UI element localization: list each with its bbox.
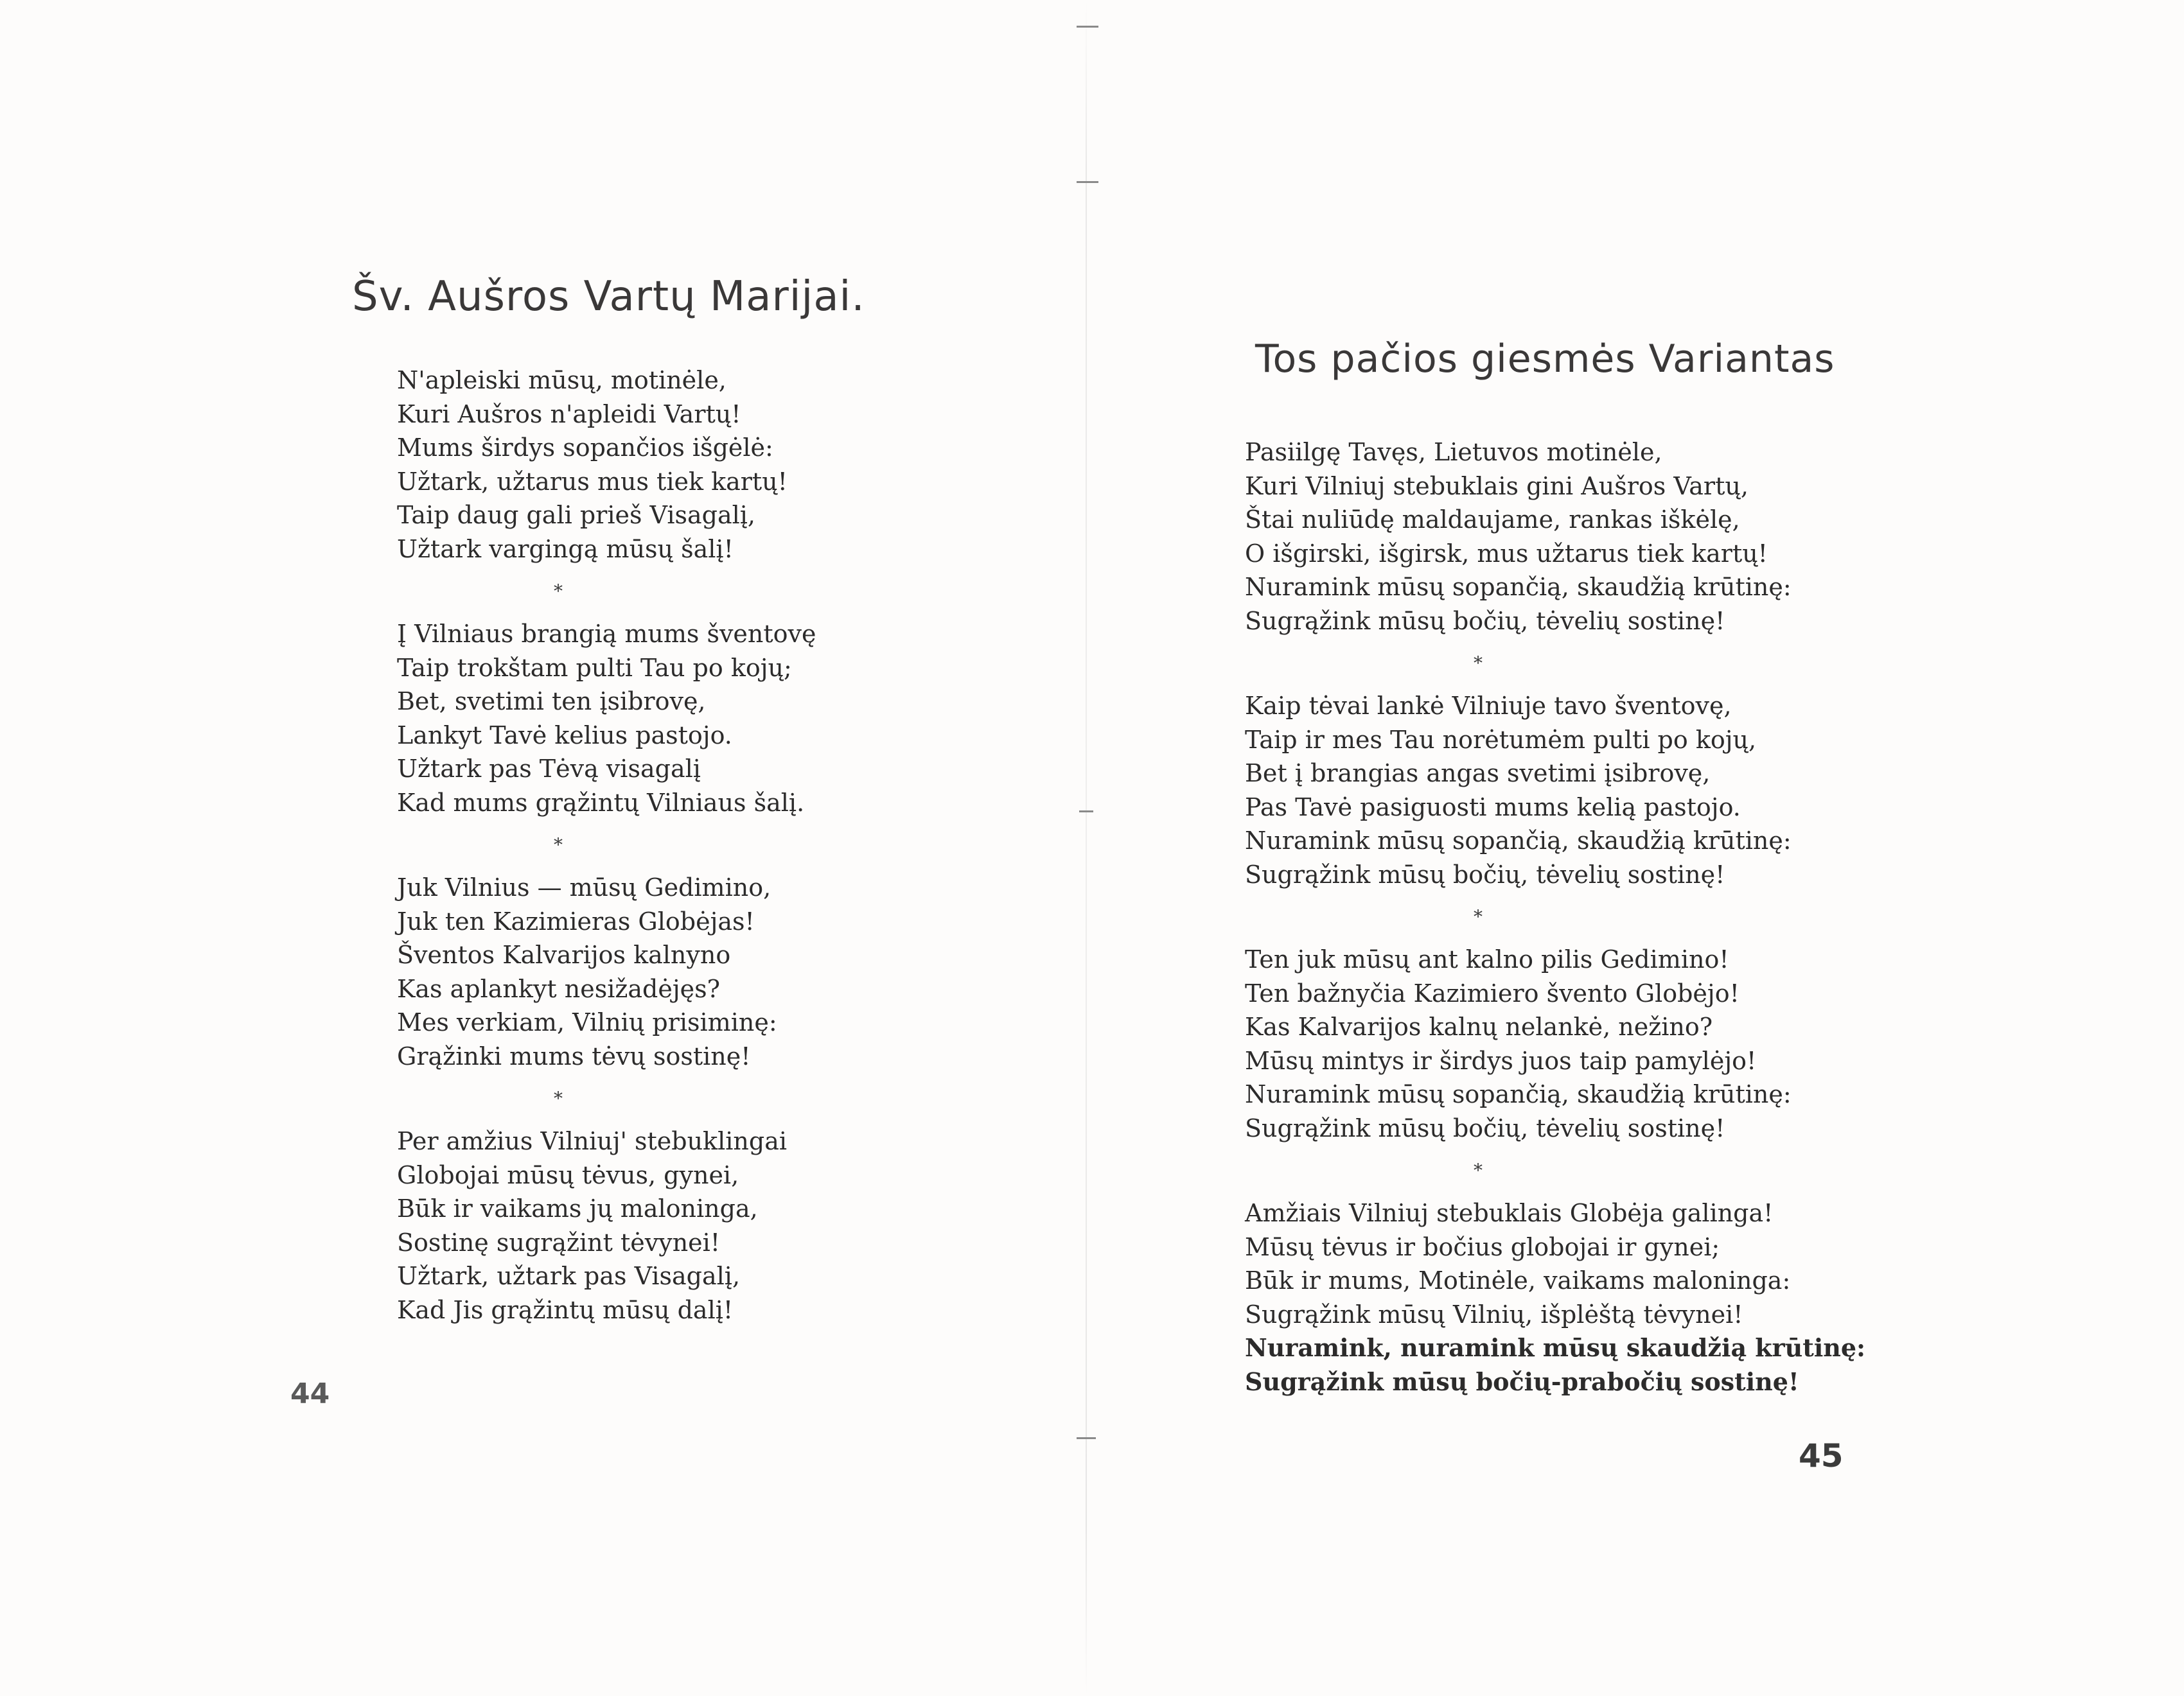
verse-line: Kuri Aušros n'apleidi Vartų!	[397, 399, 741, 428]
verse-line: Per amžius Vilniuj' stebuklingai	[397, 1127, 787, 1155]
verse-line: Nuramink mūsų sopančią, skaudžią krūtinę:	[1245, 826, 1792, 855]
right-stanza-3	[1245, 943, 1810, 1145]
verse-line: Užtark, užtark pas Visagalį,	[397, 1262, 741, 1290]
verse-line: Sugrąžink mūsų bočių, tėvelių sostinę!	[1245, 860, 1725, 889]
right-stanza-4	[1245, 1196, 1866, 1399]
verse-line: Užtark vargingą mūsų šalį!	[397, 534, 734, 563]
verse-line: Sostinę sugrąžint tėvynei!	[397, 1228, 721, 1257]
stanza-divider: *	[1474, 1160, 1483, 1181]
verse-line: Sugrąžink mūsų bočių-prabočių sostinę!	[1245, 1367, 1799, 1396]
verse-line: Mūsų tėvus ir bočius globojai ir gynei;	[1245, 1232, 1720, 1261]
right-stanza-1	[1245, 435, 1810, 638]
verse-line: Nuramink mūsų sopančią, skaudžią krūtinę:	[1245, 573, 1792, 601]
right-stanza-2	[1245, 689, 1810, 891]
verse-line: Šventos Kalvarijos kalnyno	[397, 941, 731, 969]
stanza-divider: *	[554, 1088, 563, 1109]
verse-line: Amžiais Vilniuj stebuklais Globėja galinga!	[1245, 1199, 1774, 1227]
verse-line: Kuri Vilniuj stebuklais gini Aušros Vartų,	[1245, 471, 1748, 500]
verse-line: Kas Kalvarijos kalnų nelankė, nežino?	[1245, 1013, 1713, 1041]
right-poem	[1245, 435, 1866, 1399]
verse-line: Juk Vilnius — mūsų Gedimino,	[397, 873, 771, 902]
verse-line: Mes verkiam, Vilnių prisiminę:	[397, 1008, 777, 1036]
verse-line: Globojai mūsų tėvus, gynei,	[397, 1160, 739, 1189]
verse-line: Sugrąžink mūsų bočių, tėvelių sostinę!	[1245, 1114, 1725, 1142]
stanza-divider: *	[554, 834, 563, 855]
verse-line: Bet, svetimi ten įsibrovę,	[397, 687, 706, 715]
left-page-number: 44	[290, 1377, 330, 1410]
left-poem	[397, 363, 898, 1327]
right-page-number: 45	[1799, 1437, 1844, 1474]
left-stanza-1	[397, 363, 898, 566]
verse-line: Kad Jis grąžintų mūsų dalį!	[397, 1295, 734, 1324]
verse-line: O išgirski, išgirsk, mus užtarus tiek kartų!	[1245, 539, 1768, 568]
verse-line: Lankyt Tavė kelius pastojo.	[397, 721, 732, 749]
verse-line: Taip daug gali prieš Visagalį,	[397, 501, 755, 529]
verse-line: Kaip tėvai lankė Vilniuje tavo šventovę,	[1245, 692, 1732, 720]
left-stanza-3	[397, 871, 898, 1073]
verse-line: Bet į brangias angas svetimi įsibrovę,	[1245, 759, 1711, 787]
left-stanza-4	[397, 1124, 898, 1327]
verse-line: Pasiilgę Tavęs, Lietuvos motinėle,	[1245, 438, 1662, 466]
stanza-divider: *	[1474, 906, 1483, 927]
right-page-title: Tos pačios giesmės Variantas	[1255, 337, 1835, 381]
verse-line: Užtark, užtarus mus tiek kartų!	[397, 467, 788, 496]
verse-line: Užtark pas Tėvą visagalį	[397, 755, 701, 783]
verse-line: Sugrąžink mūsų bočių, tėvelių sostinę!	[1245, 606, 1725, 635]
left-page	[0, 0, 1086, 1696]
stanza-divider: *	[1474, 652, 1483, 674]
left-page-title: Šv. Aušros Vartų Marijai.	[352, 273, 865, 320]
left-stanza-2	[397, 617, 898, 819]
verse-line: Kas aplankyt nesižadėjęs?	[397, 974, 720, 1003]
verse-line: Taip trokštam pulti Tau po kojų;	[397, 653, 792, 682]
stanza-divider: *	[554, 581, 563, 602]
verse-line: N'apleiski mūsų, motinėle,	[397, 366, 727, 394]
verse-line: Ten juk mūsų ant kalno pilis Gedimino!	[1245, 945, 1729, 974]
verse-line: Mums širdys sopančios išgėlė:	[397, 433, 773, 462]
verse-line: Ten bažnyčia Kazimiero švento Globėjo!	[1245, 979, 1739, 1008]
verse-line: Į Vilniaus brangią mums šventovę	[397, 620, 816, 648]
verse-line: Grąžinki mums tėvų sostinę!	[397, 1042, 751, 1071]
verse-line: Sugrąžink mūsų Vilnių, išplėštą tėvynei!	[1245, 1300, 1743, 1329]
verse-line: Būk ir vaikams jų maloninga,	[397, 1194, 758, 1223]
verse-line: Štai nuliūdę maldaujame, rankas iškėlę,	[1245, 505, 1740, 534]
verse-line: Nuramink mūsų sopančią, skaudžią krūtinę:	[1245, 1080, 1792, 1108]
verse-line: Būk ir mums, Motinėle, vaikams maloninga:	[1245, 1266, 1791, 1295]
verse-line: Nuramink, nuramink mūsų skaudžią krūtinę:	[1245, 1333, 1866, 1362]
verse-line: Mūsų mintys ir širdys juos taip pamylėjo!	[1245, 1046, 1757, 1075]
verse-line: Pas Tavė pasiguosti mums kelią pastojo.	[1245, 792, 1741, 821]
verse-line: Juk ten Kazimieras Globėjas!	[397, 907, 755, 936]
verse-line: Kad mums grąžintų Vilniaus šalį.	[397, 788, 805, 817]
verse-line: Taip ir mes Tau norėtumėm pulti po kojų,	[1245, 725, 1757, 754]
